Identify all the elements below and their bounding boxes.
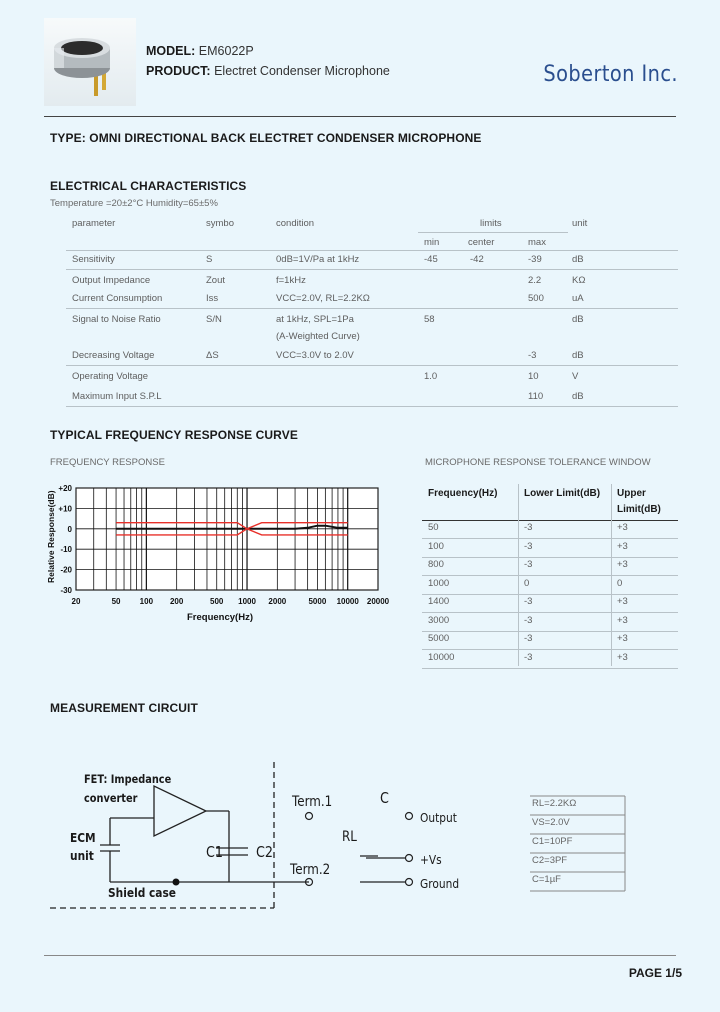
vs-node [406, 855, 413, 862]
tol-upper: +3 [617, 540, 628, 552]
row-parameter: Signal to Noise Ratio [72, 314, 161, 325]
row-symbol: ΔS [206, 350, 219, 361]
row-condition: VCC=3.0V to 2.0V [276, 350, 354, 361]
param-c2: C2=3PF [532, 855, 568, 866]
tol-upper: 0 [617, 577, 623, 589]
tol-header-divider [422, 520, 678, 521]
row-max: 2.2 [528, 275, 542, 286]
product-photo [44, 18, 136, 106]
c2-label: C2 [256, 843, 274, 861]
chart-label: FREQUENCY RESPONSE [50, 457, 165, 468]
output-node [406, 813, 413, 820]
row-parameter: Current Consumption [72, 293, 163, 304]
model-label: MODEL: [146, 44, 196, 58]
col-max: max [528, 237, 546, 248]
tol-frequency: 5000 [428, 633, 450, 644]
tol-frequency: 1000 [428, 577, 450, 589]
tol-lower: -3 [524, 559, 533, 570]
x-tick-label: 5000 [308, 597, 327, 606]
row-unit: dB [572, 391, 584, 402]
param-rl: RL=2.2KΩ [532, 798, 577, 809]
x-tick-label: 2000 [268, 597, 287, 606]
tol-frequency: 3000 [428, 614, 450, 626]
col-limits: limits [480, 218, 502, 229]
tol-row-divider [422, 631, 678, 632]
x-tick-label: 10000 [336, 597, 359, 606]
table-divider [66, 308, 678, 309]
tol-upper: +3 [617, 522, 628, 533]
ecm-label: ECM [70, 830, 96, 845]
col-min: min [424, 237, 440, 248]
tol-lower: 0 [524, 577, 530, 589]
y-tick-label: +10 [58, 504, 72, 514]
table-divider [66, 250, 678, 251]
limits-divider [418, 232, 568, 233]
tol-frequency: 100 [428, 540, 444, 552]
table-divider [66, 406, 678, 407]
tol-lower: -3 [524, 522, 533, 533]
tol-upper: +3 [617, 651, 628, 663]
tol-upper: +3 [617, 614, 628, 626]
tol-lower: -3 [524, 633, 533, 644]
param-c: C=1µF [532, 874, 561, 885]
row-min: 58 [424, 314, 435, 325]
test-conditions: Temperature =20±2°C Humidity=65±5% [50, 198, 218, 209]
tol-frequency: 10000 [428, 651, 455, 663]
tol-upper: +3 [617, 596, 628, 607]
output-label: Output [420, 810, 457, 825]
product-label: PRODUCT: [146, 64, 211, 78]
freq-title: TYPICAL FREQUENCY RESPONSE CURVE [50, 428, 298, 442]
electrical-title: ELECTRICAL CHARACTERISTICS [50, 179, 247, 193]
tol-upper: +3 [617, 559, 628, 570]
x-tick-label: 20000 [366, 597, 390, 606]
tol-row-divider [422, 612, 678, 613]
row-symbol: Iss [206, 293, 219, 304]
product-line [146, 64, 390, 78]
col-center: center [468, 237, 495, 248]
row-parameter: Maximum Input S.P.L [72, 391, 162, 402]
x-tick-label: 200 [169, 597, 184, 606]
model-line [146, 44, 254, 58]
x-tick-label: 50 [111, 597, 121, 606]
row-max: 110 [528, 391, 544, 402]
tol-lower: -3 [524, 651, 533, 663]
type-line: TYPE: OMNI DIRECTIONAL BACK ELECTRET CONDENSER MICROPHONE [50, 131, 482, 145]
row-condition-note: (A-Weighted Curve) [276, 331, 360, 342]
ground-label: Ground [420, 876, 460, 891]
footer-divider [44, 955, 676, 956]
c-label: C [380, 789, 389, 807]
table-divider [66, 365, 678, 366]
tol-row-divider [422, 594, 678, 595]
tolerance-label: MICROPHONE RESPONSE TOLERANCE WINDOW [425, 457, 651, 468]
row-condition: VCC=2.0V, RL=2.2KΩ [276, 293, 370, 304]
vs-label: +Vs [420, 852, 442, 867]
row-max: -39 [528, 254, 542, 265]
col-condition: condition [276, 218, 315, 229]
tol-header-upper-2: Limit(dB) [617, 504, 661, 515]
tol-header-upper-1: Upper [617, 488, 646, 499]
term1-node [306, 813, 313, 820]
plot-area [76, 488, 378, 590]
tol-row-divider [422, 668, 678, 669]
y-tick-label: -20 [60, 565, 72, 575]
term1-label: Term.1 [292, 794, 333, 810]
row-unit: V [572, 371, 579, 382]
y-tick-label: -30 [60, 586, 72, 595]
y-axis-label: Relative Response(dB) [46, 490, 56, 583]
param-vs: VS=2.0V [532, 817, 570, 828]
row-parameter: Operating Voltage [72, 371, 149, 382]
unit-label: unit [70, 848, 94, 863]
tol-frequency: 1400 [428, 596, 450, 607]
frequency-response-chart [44, 478, 394, 630]
tol-row-divider [422, 538, 678, 539]
tol-frequency: 50 [428, 522, 439, 533]
row-min: 1.0 [424, 371, 438, 382]
row-condition: 0dB=1V/Pa at 1kHz [276, 254, 360, 265]
circuit-title: MEASUREMENT CIRCUIT [50, 701, 198, 715]
row-symbol: Zout [206, 275, 226, 286]
row-max: 500 [528, 293, 544, 304]
header-divider [44, 116, 676, 117]
row-parameter: Sensitivity [72, 254, 115, 265]
y-tick-label: +20 [58, 484, 72, 493]
row-center: -42 [470, 254, 484, 265]
tol-row-divider [422, 649, 678, 650]
tol-header-lower: Lower Limit(dB) [524, 488, 601, 499]
col-unit: unit [572, 218, 588, 229]
tol-upper: +3 [617, 633, 628, 644]
row-unit: uA [572, 293, 584, 304]
col-symbol: symbo [206, 218, 234, 229]
x-tick-label: 1000 [238, 597, 256, 606]
row-symbol: S [206, 254, 213, 265]
table-divider [66, 269, 678, 270]
row-symbol: S/N [206, 314, 222, 325]
x-tick-label: 100 [139, 597, 154, 606]
product-value: Electret Condenser Microphone [214, 64, 390, 78]
row-unit: dB [572, 350, 584, 361]
row-unit: KΩ [572, 275, 586, 286]
model-value: EM6022P [198, 44, 254, 58]
ground-node [406, 879, 413, 886]
y-tick-label: -10 [60, 545, 72, 555]
tol-lower: -3 [524, 540, 533, 552]
param-c1: C1=10PF [532, 836, 573, 847]
x-axis-label: Frequency(Hz) [187, 612, 253, 623]
x-tick-label: 500 [210, 597, 224, 606]
row-unit: dB [572, 314, 584, 325]
y-tick-label: 0 [67, 524, 72, 534]
c1-label: C1 [206, 843, 224, 861]
tol-lower: -3 [524, 596, 533, 607]
row-max: -3 [528, 350, 537, 361]
tol-lower: -3 [524, 614, 533, 626]
col-parameter: parameter [72, 218, 116, 229]
tol-header-frequency: Frequency(Hz) [428, 488, 498, 499]
row-parameter: Decreasing Voltage [72, 350, 155, 361]
row-parameter: Output Impedance [72, 275, 151, 286]
tol-row-divider [422, 557, 678, 558]
row-condition: f=1kHz [276, 275, 306, 286]
tol-frequency: 800 [428, 559, 444, 570]
converter-label: converter [84, 791, 138, 805]
tol-row-divider [422, 575, 678, 576]
row-condition: at 1kHz, SPL=1Pa [276, 314, 354, 325]
row-min: -45 [424, 254, 438, 265]
fet-label: FET: Impedance [84, 772, 172, 786]
row-unit: dB [572, 254, 584, 265]
rl-label: RL [342, 829, 357, 845]
x-tick-label: 20 [71, 597, 81, 606]
company-logo: Soberton Inc. [543, 62, 678, 87]
term2-label: Term.2 [290, 862, 331, 878]
shield-label: Shield case [108, 885, 177, 900]
row-max: 10 [528, 371, 539, 382]
page-number: PAGE 1/5 [628, 966, 682, 980]
